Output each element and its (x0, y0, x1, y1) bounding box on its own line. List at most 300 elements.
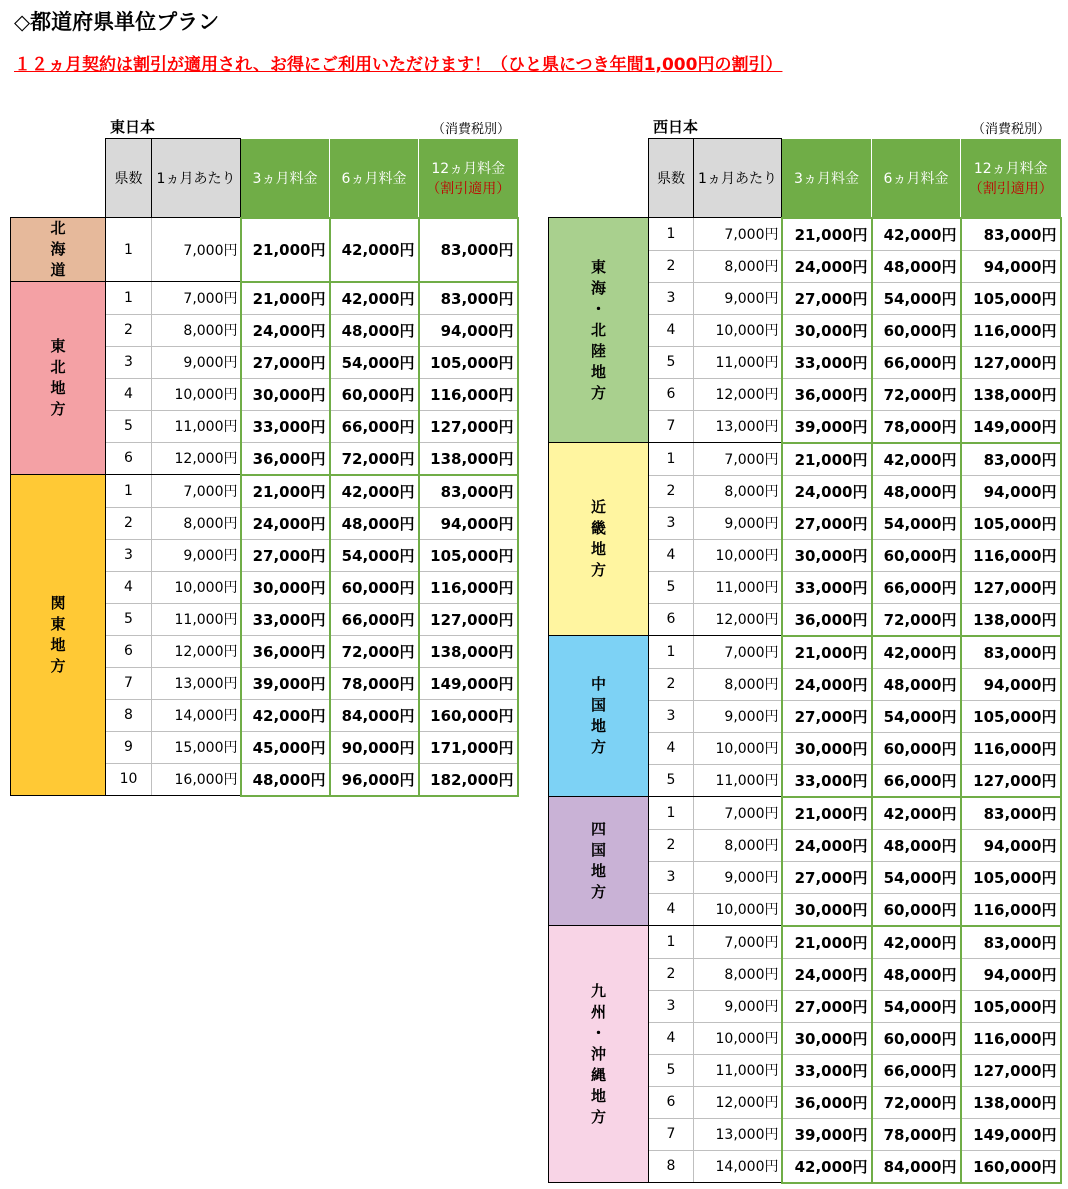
monthly-price: 12,000円 (694, 1086, 782, 1118)
region-name-char: 中 (590, 675, 606, 693)
prefecture-count: 6 (106, 635, 152, 667)
price-6-month: 42,000円 (872, 636, 961, 669)
prefecture-count: 1 (649, 926, 694, 959)
prefecture-count: 2 (649, 958, 694, 990)
price-12-month: 94,000円 (961, 958, 1061, 990)
monthly-price: 9,000円 (694, 700, 782, 732)
monthly-price: 12,000円 (152, 635, 241, 667)
price-6-month: 60,000円 (872, 893, 961, 926)
price-6-month: 72,000円 (872, 603, 961, 636)
price-12-month: 127,000円 (961, 346, 1061, 378)
table-row (549, 218, 1061, 251)
region-name-char: 方 (590, 883, 606, 901)
price-3-month: 36,000円 (782, 603, 872, 636)
prefecture-count: 7 (649, 1118, 694, 1150)
region-name (549, 797, 649, 926)
price-12-month: 116,000円 (961, 732, 1061, 764)
prefecture-count: 6 (106, 442, 152, 475)
price-6-month: 66,000円 (872, 346, 961, 378)
region-name-char: 道 (50, 261, 66, 279)
monthly-price: 7,000円 (694, 636, 782, 669)
price-12-month: 83,000円 (419, 282, 518, 315)
price-12-month: 83,000円 (961, 636, 1061, 669)
prefecture-count: 1 (649, 218, 694, 251)
price-6-month: 48,000円 (872, 958, 961, 990)
price-12-month: 105,000円 (961, 282, 1061, 314)
monthly-price: 7,000円 (152, 475, 241, 508)
price-6-month: 42,000円 (872, 443, 961, 476)
header-12-month (419, 139, 518, 218)
west-japan-label: 西日本 (653, 118, 699, 136)
price-6-month: 84,000円 (872, 1150, 961, 1183)
monthly-price: 7,000円 (694, 443, 782, 476)
region-name-char: 東 (590, 257, 606, 276)
price-3-month: 30,000円 (241, 378, 330, 410)
price-6-month: 54,000円 (872, 990, 961, 1022)
region-name-char: ・ (590, 1023, 606, 1042)
prefecture-count: 2 (649, 250, 694, 282)
price-6-month: 72,000円 (872, 1086, 961, 1118)
price-3-month: 30,000円 (782, 732, 872, 764)
price-12-month: 105,000円 (961, 507, 1061, 539)
region-name-char: 方 (50, 400, 66, 418)
east-table-body (11, 218, 518, 796)
prefecture-count: 6 (649, 378, 694, 410)
region-name-char: 地 (50, 636, 66, 654)
price-12-month: 105,000円 (961, 990, 1061, 1022)
header-12-month-discount: （割引適用） (968, 180, 1053, 197)
price-12-month: 116,000円 (419, 378, 518, 410)
price-6-month: 72,000円 (330, 442, 419, 475)
price-6-month: 66,000円 (330, 410, 419, 442)
price-3-month: 30,000円 (782, 314, 872, 346)
price-3-month: 21,000円 (782, 443, 872, 476)
prefecture-count: 1 (649, 443, 694, 476)
monthly-price: 13,000円 (694, 410, 782, 443)
price-6-month: 72,000円 (872, 378, 961, 410)
price-3-month: 24,000円 (241, 314, 330, 346)
monthly-price: 8,000円 (152, 507, 241, 539)
header-per-month: 1ヵ月あたり (694, 139, 782, 218)
price-6-month: 48,000円 (872, 668, 961, 700)
monthly-price: 13,000円 (152, 667, 241, 699)
price-12-month: 149,000円 (961, 1118, 1061, 1150)
prefecture-count: 8 (106, 699, 152, 731)
price-3-month: 24,000円 (782, 958, 872, 990)
prefecture-count: 9 (106, 731, 152, 763)
header-count: 県数 (106, 139, 152, 218)
price-3-month: 33,000円 (782, 571, 872, 603)
price-6-month: 54,000円 (330, 346, 419, 378)
price-3-month: 33,000円 (782, 764, 872, 797)
price-3-month: 27,000円 (782, 861, 872, 893)
price-12-month: 105,000円 (419, 539, 518, 571)
price-3-month: 21,000円 (241, 475, 330, 508)
price-12-month: 116,000円 (961, 893, 1061, 926)
price-12-month: 138,000円 (961, 603, 1061, 636)
region-name-char: 国 (590, 841, 606, 859)
monthly-price: 8,000円 (152, 314, 241, 346)
region-name-char: 地 (50, 379, 66, 397)
region-name-char: 方 (590, 1107, 606, 1126)
price-3-month: 36,000円 (782, 378, 872, 410)
price-12-month: 94,000円 (961, 829, 1061, 861)
price-12-month: 83,000円 (419, 218, 518, 282)
monthly-price: 10,000円 (694, 732, 782, 764)
prefecture-count: 5 (106, 603, 152, 635)
region-name-char: 九 (590, 981, 606, 1000)
region-name-char: 国 (590, 696, 606, 714)
price-6-month: 48,000円 (872, 250, 961, 282)
monthly-price: 7,000円 (694, 218, 782, 251)
price-6-month: 60,000円 (330, 378, 419, 410)
price-6-month: 78,000円 (330, 667, 419, 699)
price-3-month: 24,000円 (782, 250, 872, 282)
header-3-month: 3ヵ月料金 (241, 139, 330, 218)
monthly-price: 13,000円 (694, 1118, 782, 1150)
price-3-month: 42,000円 (782, 1150, 872, 1183)
price-12-month: 116,000円 (961, 1022, 1061, 1054)
monthly-price: 7,000円 (152, 218, 241, 282)
region-name (549, 443, 649, 636)
table-row (549, 797, 1061, 830)
prefecture-count: 3 (106, 539, 152, 571)
header-per-month: 1ヵ月あたり (152, 139, 241, 218)
monthly-price: 10,000円 (152, 571, 241, 603)
prefecture-count: 8 (649, 1150, 694, 1183)
price-6-month: 60,000円 (872, 539, 961, 571)
prefecture-count: 3 (106, 346, 152, 378)
price-12-month: 160,000円 (961, 1150, 1061, 1183)
prefecture-count: 5 (649, 1054, 694, 1086)
region-name-char: 北 (590, 320, 606, 339)
price-3-month: 39,000円 (241, 667, 330, 699)
monthly-price: 9,000円 (694, 990, 782, 1022)
monthly-price: 10,000円 (152, 378, 241, 410)
monthly-price: 15,000円 (152, 731, 241, 763)
price-6-month: 60,000円 (330, 571, 419, 603)
region-name (549, 218, 649, 443)
region-name-char: 海 (590, 278, 606, 297)
prefecture-count: 2 (649, 668, 694, 700)
price-6-month: 78,000円 (872, 410, 961, 443)
price-3-month: 45,000円 (241, 731, 330, 763)
price-12-month: 149,000円 (419, 667, 518, 699)
prefecture-count: 7 (106, 667, 152, 699)
price-12-month: 105,000円 (419, 346, 518, 378)
prefecture-count: 5 (649, 346, 694, 378)
table-row (11, 282, 518, 315)
monthly-price: 12,000円 (152, 442, 241, 475)
prefecture-count: 2 (106, 507, 152, 539)
price-12-month: 138,000円 (419, 635, 518, 667)
price-12-month: 83,000円 (961, 797, 1061, 830)
price-6-month: 42,000円 (872, 926, 961, 959)
price-3-month: 21,000円 (241, 282, 330, 315)
region-name-char: 北 (50, 358, 66, 376)
price-6-month: 60,000円 (872, 314, 961, 346)
monthly-price: 12,000円 (694, 603, 782, 636)
region-name-char: 方 (590, 383, 606, 402)
prefecture-count: 5 (649, 571, 694, 603)
region-name-char: 陸 (590, 341, 606, 360)
monthly-price: 11,000円 (152, 603, 241, 635)
east-tax-note: （消費税別） (432, 122, 511, 137)
price-3-month: 39,000円 (782, 1118, 872, 1150)
price-6-month: 78,000円 (872, 1118, 961, 1150)
table-row (549, 443, 1061, 476)
monthly-price: 16,000円 (152, 763, 241, 796)
region-name-char: 地 (590, 362, 606, 381)
price-3-month: 36,000円 (241, 442, 330, 475)
price-12-month: 94,000円 (961, 475, 1061, 507)
header-3-month: 3ヵ月料金 (782, 139, 872, 218)
price-12-month: 127,000円 (419, 410, 518, 442)
region-name-char: 地 (590, 540, 606, 558)
region-name-char: 地 (590, 862, 606, 880)
price-6-month: 54,000円 (872, 507, 961, 539)
monthly-price: 14,000円 (694, 1150, 782, 1183)
price-3-month: 27,000円 (782, 507, 872, 539)
price-3-month: 21,000円 (782, 797, 872, 830)
price-3-month: 30,000円 (782, 1022, 872, 1054)
region-name-char: 畿 (590, 519, 606, 537)
price-12-month: 138,000円 (961, 1086, 1061, 1118)
header-6-month: 6ヵ月料金 (872, 139, 961, 218)
price-6-month: 54,000円 (872, 282, 961, 314)
price-6-month: 60,000円 (872, 1022, 961, 1054)
table-row (11, 218, 518, 282)
prefecture-count: 4 (649, 1022, 694, 1054)
price-6-month: 96,000円 (330, 763, 419, 796)
monthly-price: 10,000円 (694, 1022, 782, 1054)
header-12-month-label: 12ヵ月料金 (973, 160, 1048, 177)
price-6-month: 54,000円 (330, 539, 419, 571)
price-6-month: 66,000円 (330, 603, 419, 635)
price-6-month: 42,000円 (330, 475, 419, 508)
price-3-month: 24,000円 (782, 829, 872, 861)
price-3-month: 21,000円 (782, 636, 872, 669)
table-row (11, 475, 518, 508)
prefecture-count: 3 (649, 861, 694, 893)
price-3-month: 21,000円 (782, 218, 872, 251)
region-name-char: 地 (590, 717, 606, 735)
monthly-price: 8,000円 (694, 958, 782, 990)
price-12-month: 83,000円 (419, 475, 518, 508)
prefecture-count: 3 (649, 507, 694, 539)
prefecture-count: 3 (649, 990, 694, 1022)
price-6-month: 66,000円 (872, 571, 961, 603)
monthly-price: 10,000円 (694, 539, 782, 571)
monthly-price: 14,000円 (152, 699, 241, 731)
region-name-char: 地 (590, 1086, 606, 1105)
prefecture-count: 1 (649, 636, 694, 669)
price-3-month: 27,000円 (241, 346, 330, 378)
price-3-month: 33,000円 (782, 346, 872, 378)
prefecture-count: 2 (649, 475, 694, 507)
price-3-month: 27,000円 (241, 539, 330, 571)
prefecture-count: 1 (106, 475, 152, 508)
price-12-month: 127,000円 (961, 571, 1061, 603)
monthly-price: 11,000円 (152, 410, 241, 442)
monthly-price: 8,000円 (694, 829, 782, 861)
header-12-month-discount: （割引適用） (426, 180, 511, 197)
header-12-month-label: 12ヵ月料金 (431, 160, 506, 177)
region-name (11, 218, 106, 282)
monthly-price: 7,000円 (152, 282, 241, 315)
west-price-table (548, 138, 1062, 1184)
region-name (11, 282, 106, 475)
price-3-month: 33,000円 (782, 1054, 872, 1086)
price-3-month: 33,000円 (241, 603, 330, 635)
header-count: 県数 (649, 139, 694, 218)
price-12-month: 94,000円 (419, 507, 518, 539)
header-6-month: 6ヵ月料金 (330, 139, 419, 218)
price-12-month: 127,000円 (419, 603, 518, 635)
price-6-month: 66,000円 (872, 1054, 961, 1086)
region-name (549, 636, 649, 797)
price-3-month: 21,000円 (782, 926, 872, 959)
price-6-month: 84,000円 (330, 699, 419, 731)
monthly-price: 9,000円 (152, 346, 241, 378)
region-name-char: 方 (590, 561, 606, 579)
prefecture-count: 6 (649, 603, 694, 636)
region-name-char: 方 (590, 738, 606, 756)
monthly-price: 7,000円 (694, 797, 782, 830)
price-6-month: 42,000円 (330, 282, 419, 315)
region-name-char: 東 (50, 615, 66, 633)
price-12-month: 94,000円 (961, 668, 1061, 700)
price-12-month: 149,000円 (961, 410, 1061, 443)
prefecture-count: 10 (106, 763, 152, 796)
price-12-month: 83,000円 (961, 218, 1061, 251)
prefecture-count: 3 (649, 282, 694, 314)
prefecture-count: 4 (106, 378, 152, 410)
prefecture-count: 1 (106, 282, 152, 315)
prefecture-count: 5 (106, 410, 152, 442)
prefecture-count: 7 (649, 410, 694, 443)
region-name-char: 近 (590, 498, 606, 516)
price-6-month: 90,000円 (330, 731, 419, 763)
price-3-month: 30,000円 (782, 893, 872, 926)
price-3-month: 42,000円 (241, 699, 330, 731)
monthly-price: 9,000円 (152, 539, 241, 571)
price-12-month: 138,000円 (419, 442, 518, 475)
monthly-price: 11,000円 (694, 346, 782, 378)
prefecture-count: 6 (649, 1086, 694, 1118)
page-title: ◇都道府県単位プラン (14, 10, 220, 34)
east-price-table (10, 138, 519, 797)
price-12-month: 116,000円 (961, 314, 1061, 346)
price-12-month: 182,000円 (419, 763, 518, 796)
prefecture-count: 2 (649, 829, 694, 861)
west-tax-note: （消費税別） (972, 122, 1051, 137)
monthly-price: 9,000円 (694, 861, 782, 893)
price-3-month: 21,000円 (241, 218, 330, 282)
monthly-price: 11,000円 (694, 764, 782, 797)
price-12-month: 94,000円 (419, 314, 518, 346)
region-name-char: 東 (50, 337, 66, 355)
region-name-char: 北 (50, 219, 66, 237)
header-12-month (961, 139, 1061, 218)
monthly-price: 8,000円 (694, 475, 782, 507)
price-3-month: 36,000円 (241, 635, 330, 667)
price-3-month: 24,000円 (782, 475, 872, 507)
region-name (549, 926, 649, 1183)
price-6-month: 66,000円 (872, 764, 961, 797)
prefecture-count: 1 (649, 797, 694, 830)
price-3-month: 39,000円 (782, 410, 872, 443)
price-12-month: 127,000円 (961, 1054, 1061, 1086)
price-6-month: 72,000円 (330, 635, 419, 667)
price-6-month: 48,000円 (330, 507, 419, 539)
table-row (549, 636, 1061, 669)
region-name (11, 475, 106, 796)
price-12-month: 171,000円 (419, 731, 518, 763)
price-3-month: 27,000円 (782, 700, 872, 732)
price-6-month: 54,000円 (872, 861, 961, 893)
price-6-month: 48,000円 (330, 314, 419, 346)
price-12-month: 138,000円 (961, 378, 1061, 410)
prefecture-count: 4 (649, 893, 694, 926)
table-row (549, 926, 1061, 959)
price-12-month: 160,000円 (419, 699, 518, 731)
price-12-month: 116,000円 (419, 571, 518, 603)
monthly-price: 10,000円 (694, 893, 782, 926)
monthly-price: 8,000円 (694, 250, 782, 282)
discount-note: １２ヵ月契約は割引が適用され、お得にご利用いただけます！（ひと県につき年間1,000円の割引） (14, 55, 783, 75)
region-name-char: 縄 (590, 1065, 606, 1084)
region-name-char: 沖 (590, 1044, 606, 1063)
price-3-month: 30,000円 (241, 571, 330, 603)
price-3-month: 27,000円 (782, 990, 872, 1022)
prefecture-count: 4 (649, 314, 694, 346)
price-3-month: 36,000円 (782, 1086, 872, 1118)
monthly-price: 10,000円 (694, 314, 782, 346)
prefecture-count: 5 (649, 764, 694, 797)
monthly-price: 8,000円 (694, 668, 782, 700)
price-6-month: 48,000円 (872, 475, 961, 507)
monthly-price: 12,000円 (694, 378, 782, 410)
price-6-month: 42,000円 (872, 797, 961, 830)
price-12-month: 94,000円 (961, 250, 1061, 282)
prefecture-count: 2 (106, 314, 152, 346)
prefecture-count: 1 (106, 218, 152, 282)
price-6-month: 42,000円 (330, 218, 419, 282)
region-name-char: 四 (590, 820, 606, 838)
prefecture-count: 4 (106, 571, 152, 603)
prefecture-count: 4 (649, 539, 694, 571)
region-name-char: 方 (50, 657, 66, 675)
monthly-price: 9,000円 (694, 282, 782, 314)
price-6-month: 54,000円 (872, 700, 961, 732)
price-6-month: 48,000円 (872, 829, 961, 861)
east-japan-label: 東日本 (110, 118, 156, 136)
monthly-price: 9,000円 (694, 507, 782, 539)
monthly-price: 11,000円 (694, 571, 782, 603)
price-12-month: 116,000円 (961, 539, 1061, 571)
price-12-month: 105,000円 (961, 700, 1061, 732)
price-3-month: 24,000円 (782, 668, 872, 700)
price-12-month: 127,000円 (961, 764, 1061, 797)
price-12-month: 83,000円 (961, 926, 1061, 959)
region-name-char: ・ (590, 299, 606, 318)
region-name-char: 関 (50, 594, 66, 612)
price-3-month: 33,000円 (241, 410, 330, 442)
price-6-month: 42,000円 (872, 218, 961, 251)
monthly-price: 11,000円 (694, 1054, 782, 1086)
price-3-month: 30,000円 (782, 539, 872, 571)
